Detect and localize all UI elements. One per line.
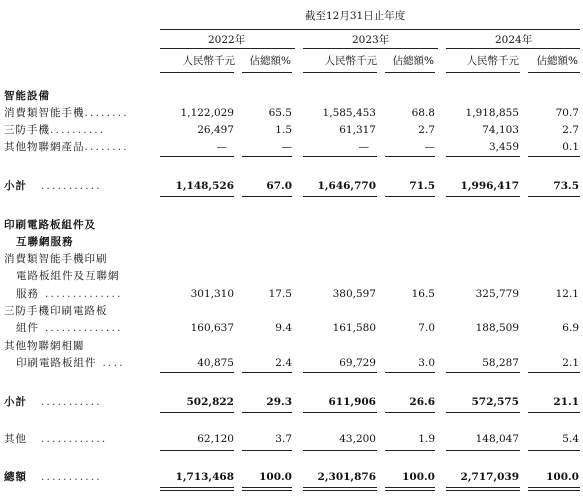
total-rule [528,450,580,451]
total-rule [446,450,520,451]
cell-value: 160,637 [190,322,234,334]
cell-value: — [358,141,369,153]
cell-value: 5.4 [562,433,579,445]
subtotal-value: 572,575 [471,396,519,408]
subtotal-value: 29.3 [266,396,292,408]
cell-value: 3.0 [418,357,435,369]
subtotal-rule [160,372,234,373]
cell-value: 68.8 [411,107,435,119]
subtotal-rule [385,372,435,373]
subtotal-value: 1,996,417 [460,180,519,192]
total-label [4,471,102,484]
total-value: 100.0 [402,471,435,483]
subtotal-under-rule [303,412,377,413]
leader-dots: ........... [41,180,102,192]
cell-value: 0.1 [562,141,579,153]
col-rmb-2022: 人民幣千元 [182,55,235,67]
year-header-2024: 2024年 [495,34,533,46]
cell-value: 1,918,855 [465,107,519,119]
subtotal-value: 73.5 [553,180,579,192]
cell-value: 65.5 [268,107,292,119]
leader-dots: .............. [45,288,123,300]
row-label [4,124,105,137]
subtotal-under-rule [242,196,292,197]
row-label-text: 其他 [4,433,27,445]
cell-value: 188,509 [475,322,519,334]
leader-dots: ............ [41,433,108,445]
subtotal-rule [303,156,377,157]
cell-value: 12.1 [555,288,579,300]
row-label-text: 服務 [16,288,39,300]
subtotal-rule [528,372,580,373]
cell-value: 3,459 [488,141,519,153]
total-label-text: 總額 [4,471,27,483]
cell-value: 325,779 [475,288,519,300]
subtotal-under-rule [446,196,520,197]
year-rule-2024 [446,48,580,49]
row-label: 電路板組件及互聯網 [16,270,120,282]
row-label-text: 三防手機 [4,124,50,136]
col-pct-2024: 佔總額% [536,55,578,67]
col-rmb-2023: 人民幣千元 [324,55,377,67]
header-bottom-rule-4 [385,72,435,73]
cell-value: 40,875 [197,357,234,369]
subtotal-rule [446,372,520,373]
cell-value: 2.7 [562,124,579,136]
leader-dots: ........... [41,396,102,408]
subtotal-under-rule [160,196,234,197]
cell-value: 74,103 [482,124,519,136]
subtotal-rule [303,372,377,373]
cell-value: 58,287 [482,357,519,369]
subtotal-value: 611,906 [328,396,376,408]
subtotal-under-rule [528,196,580,197]
total-double-rule [242,487,292,491]
subtotal-rule [446,156,520,157]
cell-value: 2.7 [418,124,435,136]
cell-value: 161,580 [332,322,376,334]
cell-value: 9.4 [275,322,292,334]
cell-value: 1,122,029 [180,107,234,119]
leader-dots: ........... [41,471,102,483]
subtotal-rule [528,156,580,157]
col-pct-2022: 佔總額% [249,55,291,67]
period-header: 截至12月31日止年度 [305,10,406,22]
total-rule [385,450,435,451]
row-label [4,433,107,446]
total-double-rule [385,487,435,491]
subtotal-value: 67.0 [266,180,292,192]
header-bottom-rule-5 [446,72,520,73]
period-header-rule [160,29,580,30]
header-bottom-rule-1 [160,72,234,73]
leader-dots: ........ [84,107,129,119]
cell-value: 16.5 [411,288,435,300]
total-double-rule [160,487,234,491]
row-label: 消費類智能手機印刷 [4,253,108,265]
col-rmb-2024: 人民幣千元 [466,55,519,67]
subtotal-value: 1,646,770 [317,180,376,192]
total-value: 2,717,039 [460,471,519,483]
subtotal-label-text: 小計 [4,396,27,408]
cell-value: 3.7 [275,433,292,445]
row-label [4,141,129,154]
row-label [16,288,123,301]
subtotal-value: 71.5 [409,180,435,192]
subtotal-value: 1,148,526 [175,180,234,192]
cell-value: 1.9 [418,433,435,445]
cell-value: — [424,141,435,153]
row-label-text: 組件 [16,322,39,334]
subtotal-under-rule [160,412,234,413]
total-rule [303,450,377,451]
subtotal-label-text: 小計 [4,180,27,192]
cell-value: 43,200 [339,433,376,445]
subtotal-rule [385,156,435,157]
year-rule-2023 [303,48,438,49]
year-rule-2022 [160,48,295,49]
subtotal-rule [242,372,292,373]
row-label-text: 印刷電路板組件 [16,357,97,369]
leader-dots: .......... [50,124,106,136]
col-pct-2023: 佔總額% [392,55,434,67]
cell-value: 380,597 [332,288,376,300]
year-header-2023: 2023年 [352,34,390,46]
total-double-rule [303,487,377,491]
year-header-2022: 2022年 [208,34,246,46]
total-double-rule [528,487,580,491]
row-label [16,322,123,335]
subtotal-under-rule [242,412,292,413]
cell-value: 1.5 [275,124,292,136]
cell-value: 17.5 [268,288,292,300]
cell-value: 2.1 [562,357,579,369]
section-title-smart-devices: 智能設備 [4,90,50,102]
subtotal-value: 26.6 [409,396,435,408]
cell-value: 301,310 [190,288,234,300]
row-label: 其他物聯網相關 [4,340,85,352]
subtotal-under-rule [385,412,435,413]
cell-value: 6.9 [562,322,579,334]
total-value: 1,713,468 [175,471,234,483]
row-label [16,357,125,370]
row-label-text: 消費類智能手機 [4,107,85,119]
subtotal-under-rule [303,196,377,197]
subtotal-value: 502,822 [186,396,234,408]
total-value: 2,301,876 [317,471,376,483]
subtotal-rule [242,156,292,157]
leader-dots: .... [102,357,125,369]
subtotal-label [4,396,102,409]
cell-value: 2.4 [275,357,292,369]
cell-value: 62,120 [197,433,234,445]
subtotal-under-rule [528,412,580,413]
total-rule [242,450,292,451]
cell-value: 70.7 [555,107,579,119]
cell-value: 1,585,453 [322,107,376,119]
cell-value: — [216,141,227,153]
header-bottom-rule-3 [303,72,377,73]
cell-value: 69,729 [339,357,376,369]
subtotal-under-rule [446,412,520,413]
section-title-pcba-line2: 互聯網服務 [16,236,74,248]
cell-value: 26,497 [197,124,234,136]
cell-value: 61,317 [339,124,376,136]
total-value: 100.0 [259,471,292,483]
row-label [4,107,129,120]
subtotal-rule [160,156,234,157]
row-label: 三防手機印刷電路板 [4,305,108,317]
cell-value: 7.0 [418,322,435,334]
section-title-pcba-line1: 印刷電路板組件及 [4,219,96,231]
header-bottom-rule-2 [242,72,292,73]
cell-value: — [281,141,292,153]
subtotal-value: 21.1 [553,396,579,408]
leader-dots: .............. [45,322,123,334]
subtotal-under-rule [385,196,435,197]
total-double-rule [446,487,520,491]
cell-value: 148,047 [475,433,519,445]
leader-dots: ........ [84,141,129,153]
subtotal-label [4,180,102,193]
header-bottom-rule-6 [528,72,580,73]
total-value: 100.0 [546,471,579,483]
row-label-text: 其他物聯網產品 [4,141,85,153]
total-rule [160,450,234,451]
